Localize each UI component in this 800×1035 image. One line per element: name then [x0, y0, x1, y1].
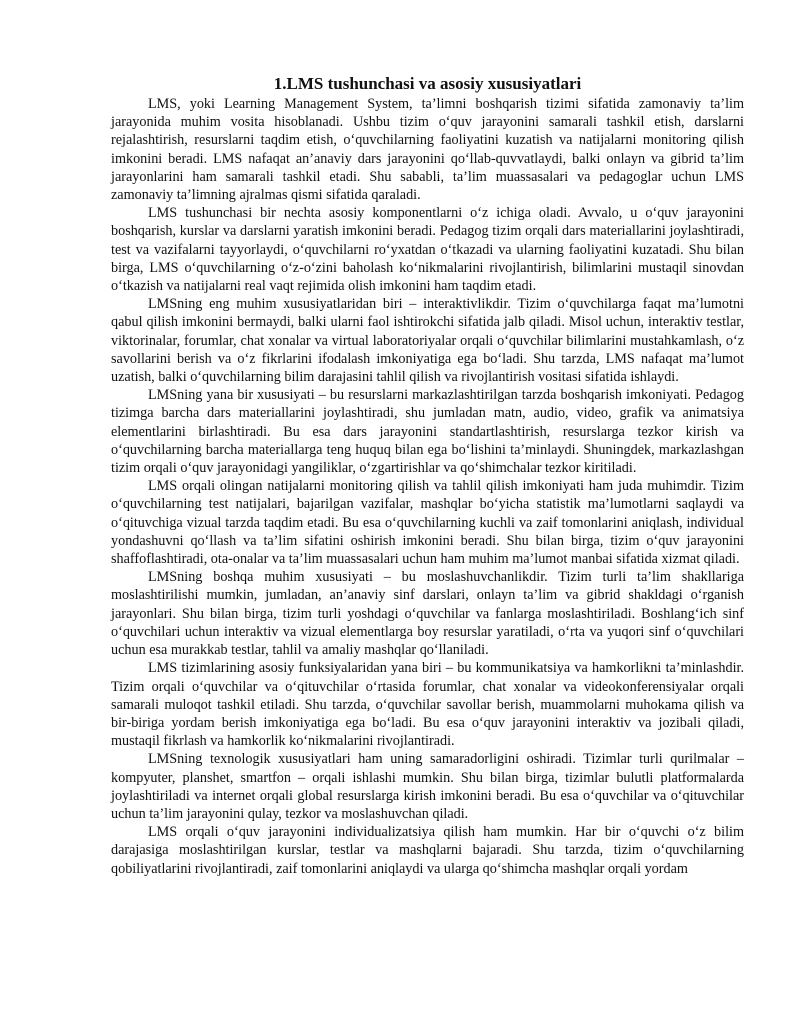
paragraph-5: LMS orqali olingan natijalarni monitoring qilish va tahlil qilish imkoniyati ham juda muhimdir. Tizim o‘quvchilarning test natijalari, bajarilgan vazifalar, mashqlar bo‘yicha statistik ma’lumotlarni saqlaydi va o‘qituvchiga vizual tarzda taqdim etadi. Bu esa o‘quvchilarning kuchli va zaif tomonlarini aniqlash, individual yondashuvni qo‘llash va ta’lim sifatini oshirish imkonini beradi. Shu bilan birga, tizim o‘quv jarayonini shaffoflashtiradi, ota-onalar va ta’lim muassasalari uchun ham muhim ma’lumot manbai sifatida xizmat qiladi. [111, 478, 744, 568]
paragraph-9: LMS orqali o‘quv jarayonini individualizatsiya qilish ham mumkin. Har bir o‘quvchi o‘z bilim darajasiga moslashtirilgan kurslar, testlar va mashqlarni bajaradi. Shu tarzda, tizim o‘quvchilarning qobiliyatlarini rivojlantiradi, zaif tomonlarini aniqlaydi va ularga qo‘shimcha mashqlar orqali yordam [111, 824, 744, 877]
document-page [111, 74, 744, 878]
paragraph-2: LMS tushunchasi bir nechta asosiy komponentlarni o‘z ichiga oladi. Avvalo, u o‘quv jarayonini boshqarish, kurslar va darslarni yaratish imkonini beradi. Pedagog tizim orqali dars materiallarini joylashtiradi, test va vazifalarni tayyorlaydi, o‘quvchilarni ro‘yxatdan o‘tkazadi va ularning faoliyatini kuzatadi. Shu bilan birga, LMS o‘quvchilarning o‘z-o‘zini baholash ko‘nikmalarini rivojlantirish, bilimlarini mustaqil sinovdan o‘tkazish va natijalarni real vaqt rejimida olish imkonini ham taqdim etadi. [111, 205, 744, 295]
paragraph-1: LMS, yoki Learning Management System, ta’limni boshqarish tizimi sifatida zamonaviy ta’lim jarayonida muhim vosita hisoblanadi. Ushbu tizim o‘quv jarayonini samarali tashkil etish, darslarni rejalashtirish, resurslarni taqdim etish, o‘quvchilarning faoliyatini kuzatish va natijalarni monitoring qilish imkonini beradi. LMS nafaqat an’anaviy dars jarayonini qo‘llab-quvvatlaydi, balki onlayn va gibrid ta’lim jarayonlarini ham samarali tashkil etadi. Shu sababli, ta’lim muassasalari va pedagoglar uchun LMS zamonaviy ta’limning ajralmas qismi sifatida qaraladi. [111, 96, 744, 204]
paragraph-7: LMS tizimlarining asosiy funksiyalaridan yana biri – bu kommunikatsiya va hamkorlikni ta’minlashdir. Tizim orqali o‘quvchilar va o‘qituvchilar o‘rtasida forumlar, chat xonalar va videokonferensiyalar orqali samarali muloqot tashkil etiladi. Shu tarzda, o‘quvchilar savollar berish, muammolarni muhokama qilish va bir-biriga yordam berish imkoniyatiga ega bo‘ladi. Bu esa o‘quv jarayonini interaktiv va jozibali qiladi, mustaqil fikrlash va hamkorlik ko‘nikmalarini rivojlantiradi. [111, 660, 744, 750]
paragraph-3: LMSning eng muhim xususiyatlaridan biri – interaktivlikdir. Tizim o‘quvchilarga faqat ma’lumotni qabul qilish imkonini bermaydi, balki ularni faol ishtirokchi sifatida jalb qiladi. Misol uchun, interaktiv testlar, viktorinalar, forumlar, chat xonalar va virtual laboratoriyalar orqali o‘quvchilar bilimlarini mustahkamlash, o‘z savollarini berish va o‘z fikrlarini ifodalash imkoniyatiga ega bo‘ladi. Shu tarzda, LMS nafaqat ma’lumot uzatish, balki o‘quvchilarning bilim darajasini tahlil qilish va rivojlantirish vositasi sifatida ishlaydi. [111, 296, 744, 386]
paragraph-6: LMSning boshqa muhim xususiyati – bu moslashuvchanlikdir. Tizim turli ta’lim shakllariga moslashtirilishi mumkin, jumladan, an’anaviy sinf darslari, onlayn ta’lim va gibrid shakldagi o‘rganish jarayonlari. Shu bilan birga, tizim turli yoshdagi o‘quvchilar va fanlarga moslashtiriladi. Boshlang‘ich sinf o‘quvchilari uchun interaktiv va vizual elementlarga boy resurslar yaratiladi, o‘rta va yuqori sinf o‘quvchilari uchun esa murakkab testlar, tahlil va amaliy mashqlar qo‘llaniladi. [111, 569, 744, 659]
document-title: 1.LMS tushunchasi va asosiy xususiyatlari [273, 74, 582, 93]
paragraph-4: LMSning yana bir xususiyati – bu resurslarni markazlashtirilgan tarzda boshqarish imkoniyati. Pedagog tizimga barcha dars materiallarini joylashtiradi, shu jumladan matn, audio, video, grafik va animatsiya elementlarini birlashtiradi. Bu esa dars jarayonini standartlashtirish, resurslarga tezkor kirish va o‘quvchilarning barcha materiallarga teng huquq bilan ega bo‘lishini ta’minlaydi. Shuningdek, markazlashgan tizim orqali o‘quv jarayonidagi yangiliklar, o‘zgartirishlar va qo‘shimchalar tezkor kiritiladi. [111, 387, 744, 477]
paragraph-8: LMSning texnologik xususiyatlari ham uning samaradorligini oshiradi. Tizimlar turli qurilmalar – kompyuter, planshet, smartfon – orqali ishlashi mumkin. Shu bilan birga, tizimlar bulutli platformalarda joylashtiriladi va internet orqali global resurslarga kirish imkonini beradi. Bu esa o‘quvchilar va o‘qituvchilar uchun ta’lim jarayonini qulay, tezkor va moslashuvchan qiladi. [111, 751, 744, 822]
